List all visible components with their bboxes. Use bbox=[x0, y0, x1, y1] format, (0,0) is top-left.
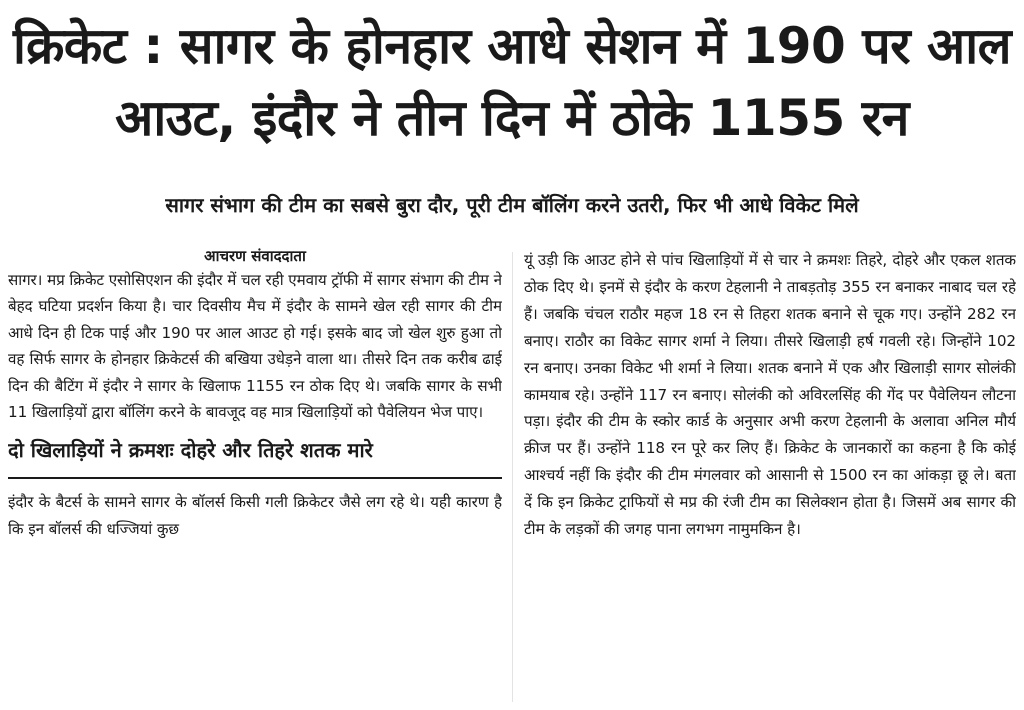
subheadline: सागर संभाग की टीम का सबसे बुरा दौर, पूरी टीम बॉलिंग करने उतरी, फिर भी आधे विकेट मिले bbox=[165, 193, 859, 217]
crosshead-rule bbox=[8, 477, 502, 479]
body-paragraph-1: सागर। मप्र क्रिकेट एसोसिएशन की इंदौर में चल रही एमवाय ट्रॉफी में सागर संभाग की टीम ने बेहद घटिया प्रदर्शन किया है। चार दिवसीय मैच में इंदौर के सामने खेल रही सागर की टीम आधे दिन ही टिक पाई और 190 पर आल आउट हो गई। इसके बाद जो खेल शुरु हुआ तो वह सिर्फ सागर के होनहार क्रिकेटर्स की बखिया उधेड़ने वाला था। तीसरे दिन तक करीब ढाई दिन की बैटिंग में इंदौर ने सागर के खिलाफ 1155 रन ठोक दिए थे। जबकि सागर के सभी 11 खिलाड़ियों द्वारा बॉलिंग करने के बावजूद वह मात्र खिलाड़ियों को पैवेलियन भेज पाए। bbox=[8, 271, 502, 422]
column-gutter bbox=[512, 252, 513, 702]
article-column-left bbox=[8, 247, 502, 707]
article-column-right bbox=[524, 247, 1016, 707]
byline: आचरण संवाददाता bbox=[204, 247, 306, 265]
body-paragraph-3: यूं उड़ी कि आउट होने से पांच खिलाड़ियों में से चार ने क्रमशः तिहरे, दोहरे और एकल शतक ठोक दिए थे। इनमें से इंदौर के करण टेहलानी ने ताबड़तोड़ 355 रन बनाकर नाबाद चल रहे हैं। जबकि चंचल राठौर महज 18 रन से तिहरा शतक बनाने से चूक गए। उन्होंने 282 रन बनाए। राठौर का विकेट सागर शर्मा ने लिया। तीसरे खिलाड़ी हर्ष गवली रहे। जिन्होंने 102 रन बनाए। उनका विकेट भी शर्मा ने लिया। शतक बनाने में एक और खिलाड़ी सागर सोलंकी कामयाब रहे। उन्होंने 117 रन बनाए। सोलंकी को अविरलसिंह की गेंद पर पैवेलियन लौटना पड़ा। इंदौर की टीम के स्कोर कार्ड के अनुसार अभी करण टेहलानी के अलावा अनिल मौर्य क्रीज पर हैं। उन्होंने 118 रन पूरे कर लिए हैं। क्रिकेट के जानकारों का कहना है कि कोई आश्चर्य नहीं कि इंदौर की टीम मंगलवार को आसानी से 1500 रन का आंकड़ा छू ले। बता दें कि इन क्रिकेट ट्राफियों से मप्र की रंजी टीम का सिलेक्शन होता है। जिसमें अब सागर की टीम के लड़कों की जगह पाना लगभग नामुमकिन है। bbox=[524, 251, 1016, 539]
body-paragraph-2: इंदौर के बैटर्स के सामने सागर के बॉलर्स किसी गली क्रिकेटर जैसे लग रहे थे। यही कारण है कि इन बॉलर्स की धज्जियां कुछ bbox=[8, 493, 502, 538]
crosshead: दो खिलाड़ियों ने क्रमशः दोहरे और तिहरे शतक मारे bbox=[8, 438, 373, 463]
headline: क्रिकेट : सागर के होनहार आधे सेशन में 190 पर आल आउट, इंदौर ने तीन दिन में ठोके 1155 रन bbox=[13, 17, 1011, 147]
